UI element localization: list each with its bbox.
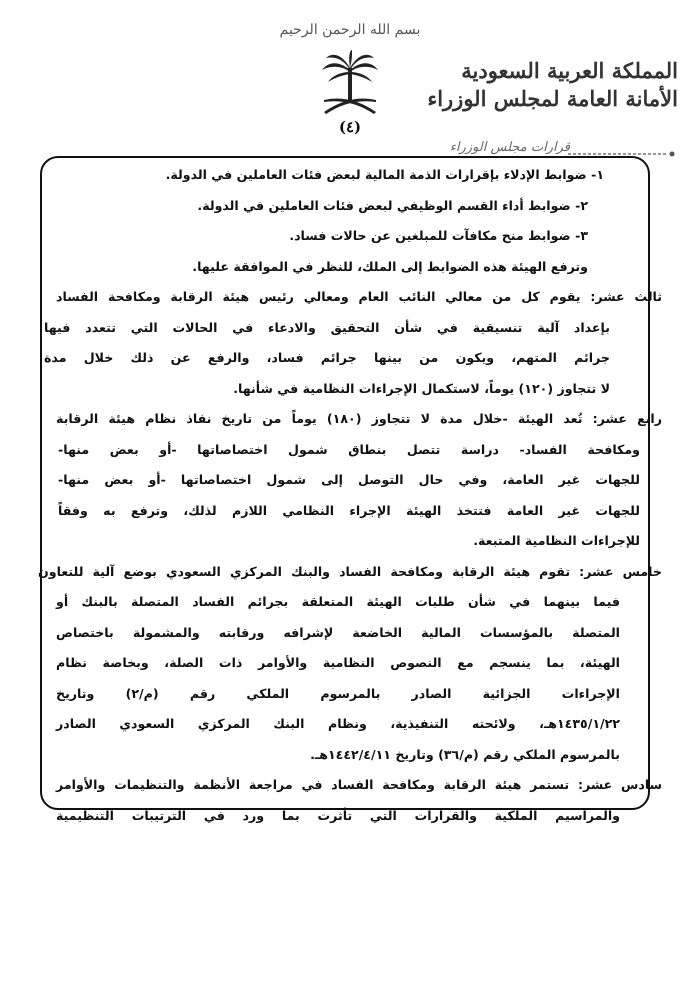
text-line: وترفع الهيئة هذه الضوابط إلى الملك، للنظر في الموافقة عليها.: [192, 258, 588, 274]
letterhead: [427, 58, 678, 114]
page-number: (٤): [338, 118, 362, 136]
text-line: للجهات غير العامة فتتخذ الهيئة الإجراء النظامي اللازم لذلك، وترفع به وفقاً: [58, 502, 640, 518]
text-line: ٢- ضوابط أداء القسم الوظيفي لبعض فئات العاملين في الدولة.: [197, 197, 588, 213]
kingdom-title: المملكة العربية السعودية: [461, 58, 678, 83]
text-line: لا تتجاوز (١٢٠) يوماً، لاستكمال الإجراءات النظامية في شأنها.: [233, 380, 610, 396]
text-line: والمراسيم الملكية والقرارات التي تأثرت بما ورد في الترتيبات التنظيمية: [56, 807, 620, 823]
text-line: الإجراءات الجزائية الصادر بالمرسوم الملكي رقم (م/٢) وتاريخ: [56, 685, 620, 701]
text-line: الهيئة، بما ينسجم مع النصوص النظامية والأوامر ذات الصلة، وبخاصة نظام: [56, 655, 620, 670]
text-line: للإجراءات النظامية المتبعة.: [473, 533, 640, 548]
text-line: رابع عشر: تُعد الهيئة -خلال مدة لا تتجاوز (١٨٠) يوماً من تاريخ نفاذ نظام هيئة الرقابة: [56, 411, 662, 426]
text-line: للجهات غير العامة، وفي حال التوصل إلى شمول اختصاصاتها -أو بعض منها-: [58, 472, 640, 487]
document-body: [34, 160, 662, 823]
text-line: بإعداد آلية تنسيقية في شأن التحقيق والادعاء في الحالات التي تتعدد فيها: [44, 319, 610, 335]
text-line: بالمرسوم الملكي رقم (م/٣٦) وتاريخ ١٤٤٢/٤/١١هـ.: [310, 746, 620, 762]
basmala: بسم الله الرحمن الرحيم: [279, 22, 421, 38]
text-line: فيما بينهما في شأن طلبات الهيئة المتعلقة بجرائم الفساد المتصلة بالبنك أو: [56, 594, 620, 609]
text-line: سادس عشر: تستمر هيئة الرقابة ومكافحة الفساد في مراجعة الأنظمة والتنظيمات والأوامر: [56, 777, 662, 792]
text-line: ١- ضوابط الإدلاء بإقرارات الذمة المالية لبعض فئات العاملين في الدولة.: [165, 167, 604, 182]
text-line: ومكافحة الفساد- دراسة تتصل بنطاق شمول اختصاصاتها -أو بعض منها-: [58, 441, 640, 457]
text-line: خامس عشر: تقوم هيئة الرقابة ومكافحة الفساد والبنك المركزي السعودي بوضع آلية للتعاون: [38, 563, 662, 579]
text-line: المتصلة بالمؤسسات المالية الخاضعة لإشرافه ورقابته والمشمولة باختصاص: [56, 624, 620, 640]
text-line: ١٤٣٥/١/٢٢هـ، ولائحته التنفيذية، ونظام البنك المركزي السعودي الصادر: [56, 716, 620, 731]
secretariat-title: الأمانة العامة لمجلس الوزراء: [427, 86, 678, 111]
text-line: ٣- ضوابط منح مكافآت للمبلغين عن حالات فساد.: [289, 228, 588, 243]
saudi-emblem-icon: [318, 50, 382, 120]
text-line: ثالث عشر: يقوم كل من معالي النائب العام ومعالي رئيس هيئة الرقابة ومكافحة الفساد: [56, 289, 662, 304]
text-line: جرائم المتهم، ويكون من بينها جرائم فساد، والرفع عن ذلك خلال مدة: [44, 350, 610, 365]
decisions-label: قرارات مجلس الوزراء: [449, 140, 570, 155]
